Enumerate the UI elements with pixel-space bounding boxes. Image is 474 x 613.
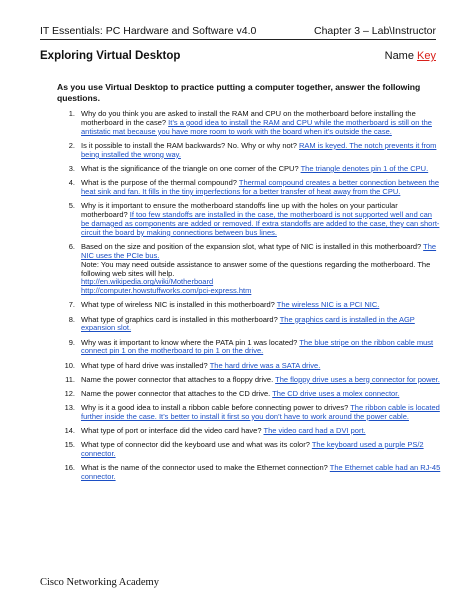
question-text: What type of wireless NIC is installed in this motherboard?	[81, 300, 275, 310]
instructions: As you use Virtual Desktop to practice putting a computer together, answer the following questions.	[57, 82, 421, 103]
question-text: Name the power connector that attaches to a floppy drive.	[81, 374, 274, 384]
question-text: Based on the size and position of the expansion slot, what type of NIC is installed in this motherboard?	[81, 241, 422, 251]
question-item	[57, 202, 441, 238]
question-item	[57, 404, 441, 422]
question-text: What type of port or interface did the video card have?	[81, 425, 262, 435]
header-course-title: IT Essentials: PC Hardware and Software v4.0	[40, 25, 257, 37]
answer-text: The wireless NIC is a PCI NIC.	[276, 300, 380, 310]
question-number: 7.	[68, 300, 75, 310]
reference-link[interactable]: http://en.wikipedia.org/wiki/Motherboard	[81, 277, 214, 287]
answer-text: The NIC uses the PCIe bus.	[81, 241, 437, 260]
question-text: Is it possible to install the RAM backwards? No. Why or why not?	[81, 140, 297, 150]
question-number: 8.	[68, 314, 75, 324]
question-list	[57, 110, 441, 487]
answer-text: The CD drive uses a molex connector.	[272, 388, 400, 398]
question-text: What is the name of the connector used to make the Ethernet connection?	[81, 462, 328, 472]
answer-text: The video card had a DVI port.	[263, 425, 366, 435]
question-item	[57, 165, 441, 174]
question-number: 11.	[65, 374, 75, 384]
question-number: 1.	[68, 109, 75, 118]
answer-text: The hard drive was a SATA drive.	[209, 360, 321, 370]
question-item	[57, 316, 441, 334]
question-text: What is the purpose of the thermal compound?	[81, 178, 237, 187]
question-item	[57, 464, 441, 482]
answer-text: The keyboard used a purple PS/2 connector.	[81, 439, 424, 458]
answer-text: The ribbon cable is located further inside the case. It’s better to install it first so you don’t have to work around the power cable.	[81, 402, 440, 421]
header-chapter: Chapter 3 – Lab\Instructor	[314, 25, 436, 37]
answer-text: The graphics card is installed in the AGP expansion slot.	[81, 314, 415, 333]
question-number: 2.	[68, 140, 75, 150]
answer-text: RAM is keyed. The notch prevents it from being installed the wrong way.	[81, 140, 437, 159]
answer-text: The triangle denotes pin 1 of the CPU.	[300, 163, 429, 173]
answer-text: The blue stripe on the ribbon cable must connect pin 1 on the motherboard to pin 1 on the drive.	[81, 337, 434, 356]
question-text: Why do you think you are asked to install the RAM and CPU on the motherboard before installing the motherboard in the case?	[81, 109, 416, 127]
question-text: Name the power connector that attaches to the CD drive.	[81, 388, 271, 398]
reference-link[interactable]: http://computer.howstuffworks.com/pci-express.htm	[81, 286, 252, 296]
question-number: 9.	[68, 337, 75, 347]
name-field	[385, 50, 436, 62]
question-number: 5.	[68, 201, 75, 210]
question-text: What type of hard drive was installed?	[81, 360, 208, 370]
name-label: Name	[384, 50, 414, 62]
answer-text: Thermal compound creates a better connection between the heat sink and fan. It fills in the tiny imperfections for a better transfer of heat away from the CPU.	[81, 178, 439, 196]
question-item	[57, 427, 441, 436]
question-number: 10.	[64, 360, 75, 370]
question-number: 6.	[68, 241, 75, 251]
question-number: 3.	[68, 163, 75, 173]
question-text: Why is it a good idea to install a ribbon cable before connecting power to drives?	[81, 402, 349, 412]
question-number: 4.	[68, 178, 75, 187]
question-note: Note: You may need outside assistance to answer some of the questions regarding the motherboard. The following web sites will help.	[81, 259, 431, 278]
question-item	[57, 362, 441, 371]
question-number: 14.	[64, 425, 75, 435]
question-item	[57, 243, 441, 296]
question-item	[57, 142, 441, 160]
question-text: What type of graphics card is installed in this motherboard?	[81, 314, 278, 324]
page-header	[40, 25, 436, 40]
question-item	[57, 301, 441, 310]
question-number: 12.	[64, 388, 75, 398]
answer-text: The Ethernet cable had an RJ-45 connector.	[81, 462, 441, 481]
name-value: Key	[417, 50, 436, 62]
question-item	[57, 179, 441, 197]
question-number: 13.	[64, 402, 75, 412]
question-text: Why was it important to know where the PATA pin 1 was located?	[81, 337, 298, 347]
question-number: 16.	[64, 462, 75, 472]
question-item	[57, 390, 441, 399]
question-item	[57, 376, 441, 385]
question-item	[57, 441, 441, 459]
question-text: What type of connector did the keyboard use and what was its color?	[81, 439, 310, 449]
answer-text: The floppy drive uses a berg connector for power.	[275, 374, 440, 384]
question-text: Why is it important to ensure the motherboard standoffs line up with the holes on your particular motherboard?	[81, 201, 398, 219]
question-item	[57, 339, 441, 357]
question-text: What is the significance of the triangle on one corner of the CPU?	[81, 163, 299, 173]
answer-text: If too few standoffs are installed in the case, the motherboard is not supported well and can be damaged as components are added or removed. If extra standoffs are added to the case, they can short-circuit the board by making connections between bus lines.	[81, 209, 440, 237]
page-footer: Cisco Networking Academy	[40, 577, 159, 588]
question-number: 15.	[64, 439, 75, 449]
document-title: Exploring Virtual Desktop	[40, 50, 181, 62]
answer-text: It’s a good idea to install the RAM and CPU while the motherboard is still on the antistatic mat because you have more room to work with the board when it’s outside the case.	[81, 117, 432, 136]
question-item	[57, 110, 441, 137]
